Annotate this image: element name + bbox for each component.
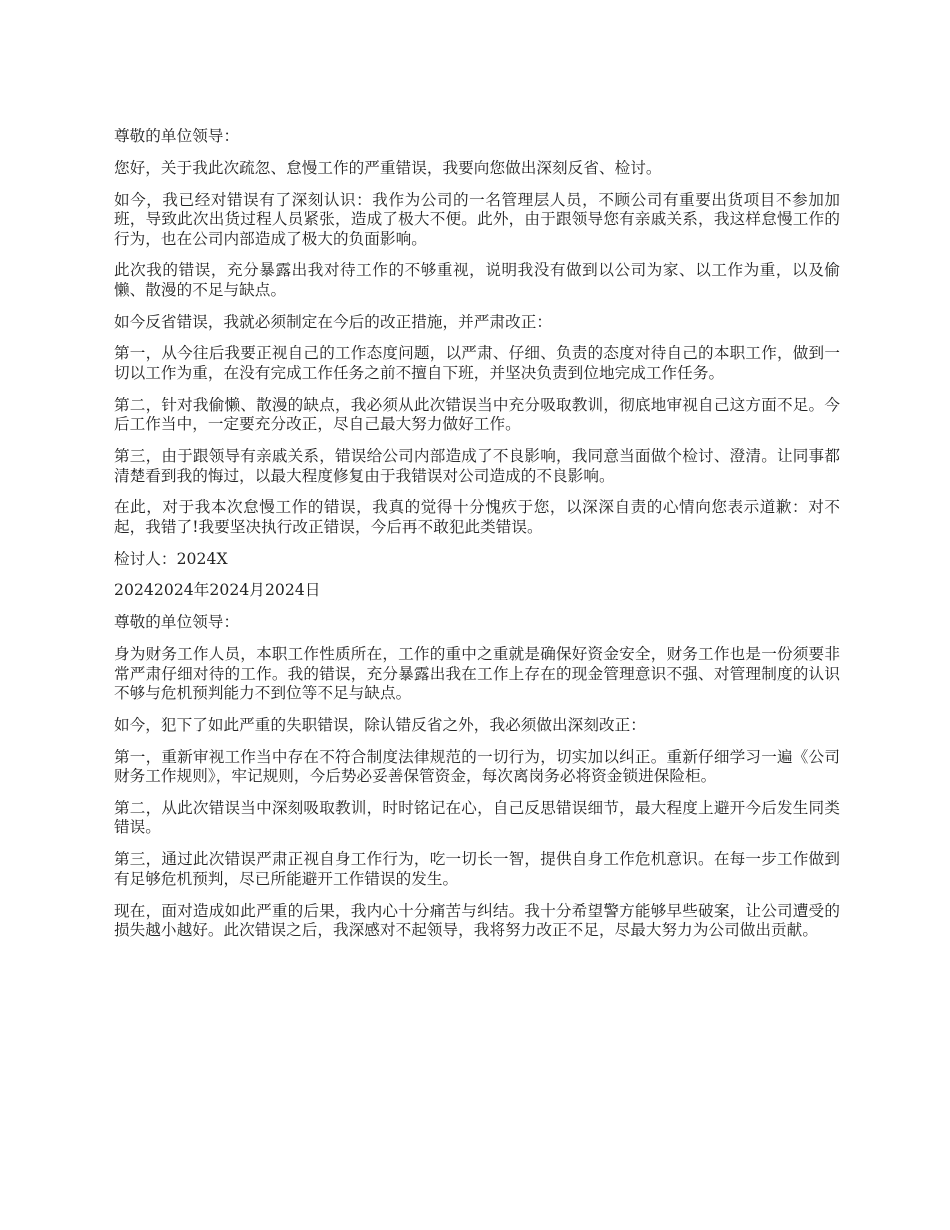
paragraph-measure-3: 第三，由于跟领导有亲戚关系，错误给公司内部造成了不良影响，我同意当面做个检讨、澄清。让同事都清楚看到我的悔过，以最大程度修复由于我错误对公司造成的不良影响。	[114, 447, 840, 485]
signature-line: 检讨人：2024X	[114, 549, 228, 568]
paragraph-finance-1: 第一，重新审视工作当中存在不符合制度法律规范的一切行为，切实加以纠正。重新仔细学习一遍《公司财务工作规则》，牢记规则，今后势必妥善保管资金，每次离岗务必将资金锁进保险柜。	[114, 747, 840, 786]
paragraph-measure-2: 第二，针对我偷懒、散漫的缺点，我必须从此次错误当中充分吸取教训，彻底地审视自己这方面不足。今后工作当中，一定要充分改正，尽自己最大努力做好工作。	[114, 395, 840, 434]
salutation-2: 尊敬的单位领导：	[114, 613, 240, 632]
paragraph-closing: 现在，面对造成如此严重的后果，我内心十分痛苦与纠结。我十分希望警方能够早些破案，让公司遭受的损失越小越好。此次错误之后，我深感对不起领导，我将努力改正不足，尽最大努力为公司做出贡献。	[114, 901, 840, 940]
paragraph-finance-2: 第二，从此次错误当中深刻吸取教训，时时铭记在心，自己反思错误细节，最大程度上避开今后发生同类错误。	[114, 798, 840, 837]
paragraph-apology: 在此，对于我本次怠慢工作的错误，我真的觉得十分愧疚于您，以深深自责的心情向您表示道歉：对不起，我错了!我要坚决执行改正错误，今后再不敢犯此类错误。	[114, 498, 840, 536]
salutation-1: 尊敬的单位领导：	[114, 127, 240, 145]
paragraph-finance-3: 第三，通过此次错误严肃正视自身工作行为，吃一切长一智，提供自身工作危机意识。在每一步工作做到有足够危机预判，尽已所能避开工作错误的发生。	[114, 850, 840, 888]
paragraph-reflection: 此次我的错误，充分暴露出我对待工作的不够重视，说明我没有做到以公司为家、以工作为重，以及偷懒、散漫的不足与缺点。	[114, 261, 840, 299]
paragraph-finance-role: 身为财务工作人员，本职工作性质所在，工作的重中之重就是确保好资金安全，财务工作也是一份须要非常严肃仔细对待的工作。我的错误，充分暴露出我在工作上存在的现金管理意识不强、对管理制度的认识不够与危机预判能力不到位等不足与缺点。	[114, 645, 840, 703]
document-body	[114, 127, 840, 953]
opening-paragraph: 您好，关于我此次疏忽、怠慢工作的严重错误，我要向您做出深刻反省、检讨。	[114, 158, 662, 177]
paragraph-measures-intro: 如今反省错误，我就必须制定在今后的改正措施，并严肃改正：	[114, 312, 553, 331]
paragraph-finance-intro: 如今，犯下了如此严重的失职错误，除认错反省之外，我必须做出深刻改正：	[114, 715, 646, 734]
date-line: 20242024年2024月2024日	[114, 581, 321, 600]
paragraph-recognition: 如今，我已经对错误有了深刻认识：我作为公司的一名管理层人员，不顾公司有重要出货项目不参加加班，导致此次出货过程人员紧张，造成了极大不便。此外，由于跟领导您有亲戚关系，我这样怠慢工作的行为，也在公司内部造成了极大的负面影响。	[114, 190, 840, 248]
paragraph-measure-1: 第一，从今往后我要正视自己的工作态度问题，以严肃、仔细、负责的态度对待自己的本职工作，做到一切以工作为重，在没有完成工作任务之前不擅自下班，并坚决负责到位地完成工作任务。	[114, 344, 840, 382]
